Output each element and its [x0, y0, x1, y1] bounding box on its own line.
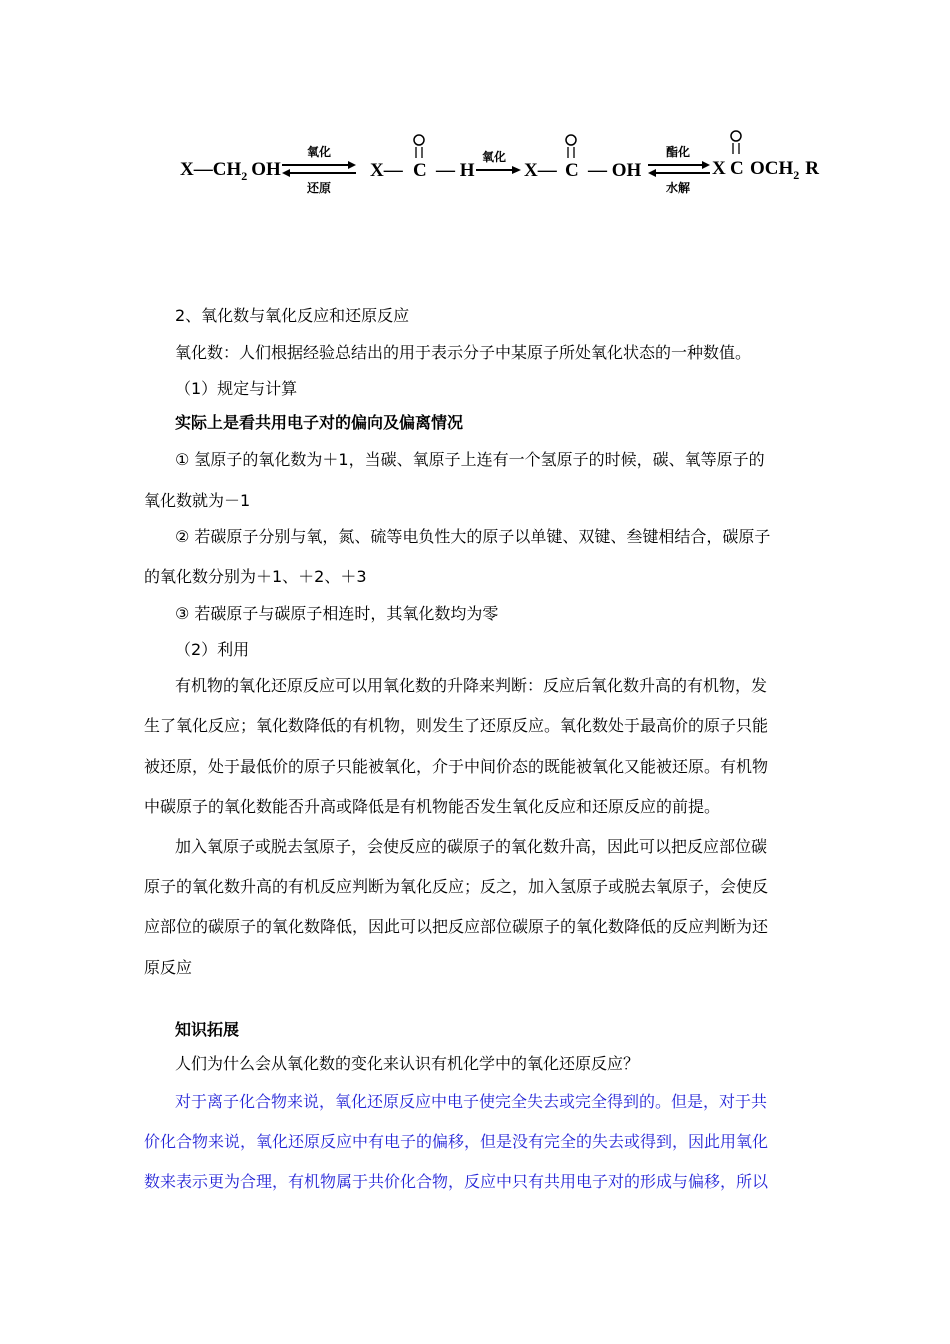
alcohol-oh-group: OH	[251, 159, 281, 180]
section-heading: 2、氧化数与氧化反应和还原反应	[175, 306, 410, 325]
usage-para2-line2: 原子的氧化数升高的有机反应判断为氧化反应；反之，加入氢原子或脱去氧原子，会使反	[144, 877, 769, 896]
subsection-2-heading: （2）利用	[175, 640, 250, 659]
usage-para2-line3: 应部位的碳原子的氧化数降低，因此可以把反应部位碳原子的氧化数降低的反应判断为还	[144, 917, 769, 936]
rule1-line2: 氧化数就为－1	[144, 491, 251, 510]
aldehyde-prefix: X—	[370, 160, 403, 181]
subsection-1-heading: （1）规定与计算	[175, 379, 298, 398]
ester-subscript: 2	[793, 167, 800, 182]
answer-line2: 价化合物来说，氧化还原反应中有电子的偏移，但是没有完全的失去或得到，因此用氧化	[144, 1132, 769, 1151]
knowledge-extension-heading: 知识拓展	[175, 1020, 240, 1039]
usage-para2-line1: 加入氧原子或脱去氢原子，会使反应的碳原子的氧化数升高，因此可以把反应部位碳	[175, 837, 768, 856]
usage-para1-line1: 有机物的氧化还原反应可以用氧化数的升降来判断：反应后氧化数升高的有机物，发	[175, 676, 768, 695]
usage-para1-line4: 中碳原子的氧化数能否升高或降低是有机物能否发生氧化反应和还原反应的前提。	[144, 797, 721, 816]
definition-line: 氧化数：人们根据经验总结出的用于表示分子中某原子所处氧化状态的一种数值。	[175, 343, 752, 362]
rule2-line2: 的氧化数分别为＋1、＋2、＋3	[144, 567, 367, 586]
rule1-line1: ① 氢原子的氧化数为＋1，当碳、氧原子上连有一个氢原子的时候，碳、氧等原子的	[175, 450, 765, 469]
ester-x: X	[712, 158, 726, 179]
reaction-scheme	[170, 118, 830, 218]
usage-para1-line2: 生了氧化反应；氧化数降低的有机物，则发生了还原反应。氧化数处于最高价的原子只能	[144, 716, 769, 735]
usage-para2-line4: 原反应	[144, 958, 193, 977]
alcohol-ch-group: CH	[212, 159, 242, 180]
arrow2-top-label: 氧化	[482, 150, 507, 164]
answer-line3: 数来表示更为合理，有机物属于共价化合物，反应中只有共用电子对的形成与偏移，所以	[144, 1172, 769, 1191]
acid-carbon: C	[565, 160, 579, 181]
aldehyde-suffix: — H	[436, 160, 475, 181]
ester-carbon: C	[730, 158, 744, 179]
usage-para1-line3: 被还原，处于最低价的原子只能被氧化，介于中间价态的既能被氧化又能被还原。有机物	[144, 757, 769, 776]
aldehyde-carbon: C	[413, 160, 427, 181]
rule2-line1: ② 若碳原子分别与氧，氮、硫等电负性大的原子以单键、双键、叁键相结合，碳原子	[175, 527, 771, 546]
rule3-line: ③ 若碳原子与碳原子相连时，其氧化数均为零	[175, 604, 499, 623]
alcohol-subscript: 2	[241, 168, 248, 183]
arrow3-bottom-label: 水解	[666, 181, 691, 195]
question-line: 人们为什么会从氧化数的变化来认识有机化学中的氧化还原反应？	[175, 1054, 640, 1073]
arrow1-top-label: 氧化	[307, 145, 332, 159]
acid-prefix: X—	[524, 160, 557, 181]
bold-emphasis-line: 实际上是看共用电子对的偏向及偏离情况	[175, 413, 464, 432]
ester-suffix	[750, 159, 819, 181]
answer-line1: 对于离子化合物来说，氧化还原反应中电子使完全失去或完全得到的。但是，对于共	[175, 1092, 768, 1111]
ester-och-group: OCH	[750, 158, 794, 179]
reactant-alcohol	[180, 160, 281, 182]
arrow1-bottom-label: 还原	[307, 181, 332, 195]
arrow3-top-label: 酯化	[666, 145, 691, 159]
acid-suffix: — OH	[588, 160, 642, 181]
ester-r-group: R	[805, 158, 820, 179]
alcohol-x-group: X—	[180, 159, 213, 180]
